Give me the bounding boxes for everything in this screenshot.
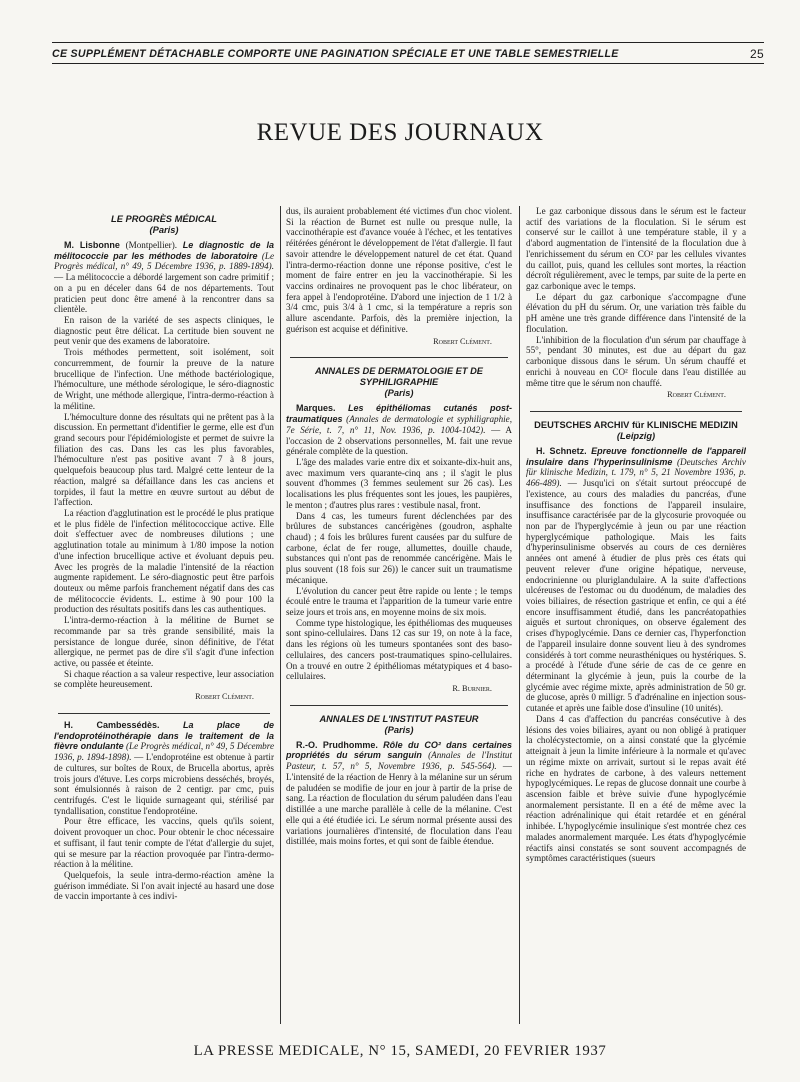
paragraph: Trois méthodes permettent, soit isolément, soit concurremment, de fournir la preuve de la nature brucellique de l'infection. Une méthode bactériologique, l'hémoculture, une méthode sérologique, le séro-diagnostic de Wright, une méthode allergique, l'intra-dermo-réaction à la mélitine. xyxy=(54,347,274,411)
article-separator xyxy=(290,357,508,358)
journal-city: (Paris) xyxy=(384,724,414,735)
article-author: H. Cambessédès. xyxy=(64,719,160,730)
article-reference: (Deutsches Archiv für klinische Medizin, t. 179, n° 5, 21 Novembre 1936, p. 466-489). xyxy=(526,456,746,489)
column-divider-2 xyxy=(519,206,520,1024)
article-author: Marques. xyxy=(296,403,336,414)
signature: Robert Clément. xyxy=(667,390,726,400)
article-affiliation: (Montpellier). xyxy=(119,240,183,250)
article-text: — L'endoprotéine est obtenue à partir de cultures, sur boîtes de Roux, de Brucella abortus, après trois jours d'étuve. Les corps microbiens desséchés, broyés, sont émulsionnés à raison de 2 centigr. par cmc, puis centrifugés. C'est le liquide surnageant qui, stérilisé par tyndallisation, constitue l'endoprotéine. xyxy=(54,752,274,816)
header-banner-text: CE SUPPLÉMENT DÉTACHABLE COMPORTE UNE PAGINATION SPÉCIALE ET UNE TABLE SEMESTRIELLE xyxy=(52,48,619,60)
article-text: — La mélitococcie a débordé largement son cadre primitif ; on a pu en déceler dans 64 de nos départements. Tout praticien peut donc être amené à la rencontrer dans sa clientèle. xyxy=(54,272,274,315)
journal-city: (Paris) xyxy=(384,388,414,399)
page-number: 25 xyxy=(750,47,764,61)
article-text: — Jusqu'ici on s'était surtout préoccupé de l'existence, au cours des maladies du pancréas, d'une insuffisance des fonctions de l'appareil insulaire, insuffisance caractérisée par de la glycosurie provoquée ou non par de l'hyperglycémie à jeun ou par une réaction hyperglycémique pathologique. Mais les faits d'hyperinsulinisme observés au cours de ces dernières années ont amené à étudier de plus près ces états qui peuvent relever d'une origine hépatique, nerveuse, endocrinienne ou pluriglandulaire. A la suite d'affections ulcéreuses de l'estomac ou du duodénum, de maladies des voies biliaires, de résection gastrique et enfin, ce qui a été encore insuffisamment étudié, dans les pancréatopathies aiguës et surtout chroniques, on observe également des crises d'hypoglycémie. Dans ce dernier cas, l'hyperfonction de l'appareil insulaire donne souvent lieu à des syndromes considérés à tort comme neurasthéniques ou hystériques. S. a procédé à l'étude d'une série de cas de ce genre en déterminant la glycémie à jeun, puis la courbe de la glycémie avec régime mixte, après administration de 50 gr. de glucose, après 0 milligr. 5 d'adrénaline en injection sous-cutanée et après une faible dose d'insuline (10 unités). xyxy=(526,478,746,714)
article-schnetz xyxy=(526,446,746,714)
paragraph: L'hémoculture donne des résultats qui ne prêtent pas à la discussion. En permettant d'identifier le germe, elle est d'un grand secours pour l'épidémiologiste et permet de suivre la filiation des cas. Dans les cas les plus favorables, l'hémoculture n'est pas positive avant 7 à 8 jours, quelquefois beaucoup plus tard. Malgré cette lenteur de la réaction, malgré sa défaillance dans les cas anciens et torpides, il faut la mettre en œuvre surtout au début de l'affection. xyxy=(54,411,274,508)
column-1 xyxy=(54,206,274,1034)
section-title: REVUE DES JOURNAUX xyxy=(256,119,544,146)
article-reference: (Le Progrès médical, n° 49, 5 Décembre 1936, p. 1894-1898). xyxy=(54,741,274,763)
article-reference: (Annales de l'Institut Pasteur, t. 57, n° 5, Novembre 1936, p. 545-564). xyxy=(286,750,512,772)
paragraph: La réaction d'agglutination est le procédé le plus pratique et le plus fidèle de l'infection mélitococcique active. Elle doit s'effectuer avec de nombreuses dilutions ; une agglutination totale au minimum à 1/80 impose la notion d'une infection brucellique active et évoluant depuis peu. Avec les progrès de la maladie l'intensité de la réaction augmente rapidement. Le séro-diagnostic peut être parfois douteux ou même parfois franchement négatif dans des cas de mélitococcie évidents. L. estime à 90 pour 100 la production des résultats positifs dans les cas authentiques. xyxy=(54,507,274,615)
journal-city: (Leipzig) xyxy=(616,430,656,441)
article-author: H. Schnetz. xyxy=(536,445,587,456)
paragraph: Dans 4 cas d'affection du pancréas consécutive à des lésions des voies biliaires, ayant ou non obligé à pratiquer la cholécystectomie, on a ainsi constaté que la glycémie atteignait à jeun la limite inférieure à la normale et qu'avec un régime mixte on arrivait, surtout si le repas avait été riche en hydrates de carbone, à des valeurs nettement hypoglycémiques. Le repas de glucose donnait une courbe à ascension faible et brève suivie d'une hypoglycémie anormalement persistante. Il en a été de même avec la réaction adrénalinique qui était retardée et en général inhibée. L'hypoglycémie insulinique s'est montrée chez ces malades anormalement marquée. Les états d'hypoglycémie réactifs ainsi constatés se sont souvent accompagnés de symptômes caractéristiques (sueurs xyxy=(526,713,746,864)
article-title: Le diagnostic de la mélitococcie par les méthodes de laboratoire xyxy=(54,240,274,261)
header-banner xyxy=(52,46,764,62)
article-title: La place de l'endoprotéinothérapie dans le traitement de la fièvre ondulante xyxy=(54,719,274,752)
article-author: M. Lisbonne xyxy=(64,240,120,250)
signature: R. Burnier. xyxy=(452,684,492,694)
article-separator xyxy=(530,411,742,412)
article-separator xyxy=(290,705,508,706)
paragraph: Pour être efficace, les vaccins, quels qu'ils soient, doivent provoquer un choc. Pour obtenir le choc nécessaire et suffisant, il faut tenir compte de l'état d'allergie du sujet, qui se mesure par la réaction provoquée par l'intra-dermo-réaction à la mélitine. xyxy=(54,816,274,870)
article-title: Les épithéliomas cutanés post-traumatiques xyxy=(286,403,512,425)
paragraph: L'évolution du cancer peut être rapide ou lente ; le temps écoulé entre le trauma et l'apparition de la tumeur varie entre seize jours et trois ans, en moyenne moins de six mois. xyxy=(286,585,512,617)
journal-title: DEUTSCHES ARCHIV für KLINISCHE MEDIZIN xyxy=(534,419,738,430)
article-reference: (Annales de dermatologie et syphiligraphie, 7e Série, t. 7, n° 11, Nov. 1936, p. 1004-1042). xyxy=(286,414,512,435)
page-footer: LA PRESSE MEDICALE, N° 15, SAMEDI, 20 FEVRIER 1937 xyxy=(193,1043,607,1059)
paragraph: Quelquefois, la seule intra-dermo-réaction amène la guérison immédiate. Si l'on avait injecté au hasard une dose de vaccin importante à ces indivi- xyxy=(54,869,274,902)
paragraph: L'inhibition de la floculation d'un sérum par chauffage à 55°, pendant 30 minutes, est due au départ du gaz carbonique dissous dans le sérum. Un sérum chauffé et enrichi à nouveau en CO² flocule dans l'eau distillée au même titre que le sérum non chauffé. xyxy=(526,334,746,388)
column-divider-1 xyxy=(280,206,281,1024)
paragraph: Le départ du gaz carbonique s'accompagne d'une élévation du pH du sérum. Or, une variation très faible du pH amène une très grande différence dans l'intensité de la floculation. xyxy=(526,291,746,334)
paragraph: Si chaque réaction a sa valeur respective, leur association se complète heureusement. xyxy=(54,668,274,690)
article-cambessedes xyxy=(54,720,274,816)
paragraph: Dans 4 cas, les tumeurs furent déclenchées par des brûlures de substances cancérigènes (goudron, asphalte chaud) ; 4 fois les brûlures furent causées par du sulfure de carbone, éclat de fer rouge, allumettes, douille chaude, substances qui n'ont pas de renommée cancérigène. Mais le plus souvent (18 fois sur 26)) le cancer suit un traumatisme mécanique. xyxy=(286,510,512,585)
paragraph: En raison de la variété de ses aspects cliniques, le diagnostic peut être délicat. La certitude bien souvent ne peut venir que des examens de laboratoire. xyxy=(54,315,274,347)
article-title: Epreuve fonctionnelle de l'appareil insulaire dans l'hyperinsulinisme xyxy=(526,445,746,467)
column-2 xyxy=(286,206,512,1034)
article-title: Rôle du CO² dans certaines propriétés du sérum sanguin xyxy=(286,739,512,761)
journal-title: LE PROGRÈS MÉDICAL xyxy=(111,214,217,224)
paragraph: dus, ils auraient probablement été victimes d'un choc violent. Si la réaction de Burnet est nulle ou presque nulle, la vaccinothérapie est d'avance vouée à l'échec, et les tentatives réitérées généront le développement de l'état d'allergie. Il faut savoir attendre le développement naturel de cet état. Quand l'intra-dermo-réaction donne une réponse positive, c'est le moment de faire entrer en jeu la vaccinothérapie. Si les vaccins ordinaires ne provoquent pas le choc libérateur, on fera appel à l'endoprotéine. D'abord une injection de 1 1/2 à 3/4 cmc, puis 3/4 à 1 cmc, si la température a repris son allure ascendante. Parfois, dès la première injection, la guérison est acquise et définitive. xyxy=(286,206,512,334)
paragraph: L'intra-dermo-réaction à la mélitine de Burnet se recommande par sa très grande sensibilité, mais la persistance de longue durée, sinon définitive, de l'état allergique, ne permet pas de dire s'il s'agit d'une infection active, ou passée et éteinte. xyxy=(54,615,274,669)
article-marques xyxy=(286,403,512,457)
header-bottom-rule xyxy=(52,63,764,64)
signature: Robert Clément. xyxy=(195,692,254,702)
article-author: R.-O. Prudhomme. xyxy=(296,739,378,750)
article-text: — A l'occasion de 2 observations personnelles, M. fait une revue générale complète de la question. xyxy=(286,424,512,457)
column-3 xyxy=(526,206,746,1034)
paragraph: L'âge des malades varie entre dix et soixante-dix-huit ans, avec maximum vers quarante-cinq ans ; il s'agit le plus souvent d'hommes (3 femmes seulement sur 26 cas). Les localisations les plus fréquentes sont les joues, les paupières, le menton ; d'autres plus rares : vestibule nasal, front. xyxy=(286,456,512,510)
header-top-rule xyxy=(52,42,764,43)
article-lisbonne xyxy=(54,240,274,315)
journal-title: ANNALES DE L'INSTITUT PASTEUR xyxy=(319,713,479,724)
article-prudhomme xyxy=(286,740,512,847)
article-separator xyxy=(58,713,270,714)
paragraph: Comme type histologique, les épithéliomas des muqueuses sont spino-cellulaires. Dans 12 cas sur 19, on note à la face, dans les régions où les tumeurs spontanées sont des baso-cellulaires, des cancers post-traumatiques spino-cellulaires. On a trouvé en outre 2 épithéliomas métatypiques et 4 baso-cellulaires. xyxy=(286,617,512,682)
journal-title: ANNALES DE DERMATOLOGIE ET DE SYPHILIGRAPHIE xyxy=(314,366,484,388)
paragraph: Le gaz carbonique dissous dans le sérum est le facteur actif des variations de la floculation. Si le sérum est conservé sur le caillot à une température stable, il y a d'abord augmentation de l'intensité de la floculation due à l'enrichissement du sérum en CO² par les cellules vivantes du caillot, puis, quand les cellules sont mortes, la réaction décroît régulièrement, avec le temps, par suite de la perte en gaz carbonique avec le temps. xyxy=(526,206,746,292)
article-text: — L'intensité de la réaction de Henry à la mélanine sur un sérum de paludéen se modifie de jour en jour à partir de la prise de sang. La réaction de floculation du sérum paludéen dans l'eau distillée a une marche parallèle à celle de la mélanine. C'est elle qui a été étudiée ici. Le sérum normal présente aussi des variations journalières d'intensité, de floculation dans l'eau distillée, mais moins fortes, et qui sont de faible étendue. xyxy=(286,761,512,847)
signature: Robert Clément. xyxy=(433,336,492,346)
article-reference: (Le Progrès médical, n° 49, 5 Décembre 1936, p. 1889-1894). xyxy=(54,250,274,272)
journal-city: (Paris) xyxy=(149,225,179,235)
